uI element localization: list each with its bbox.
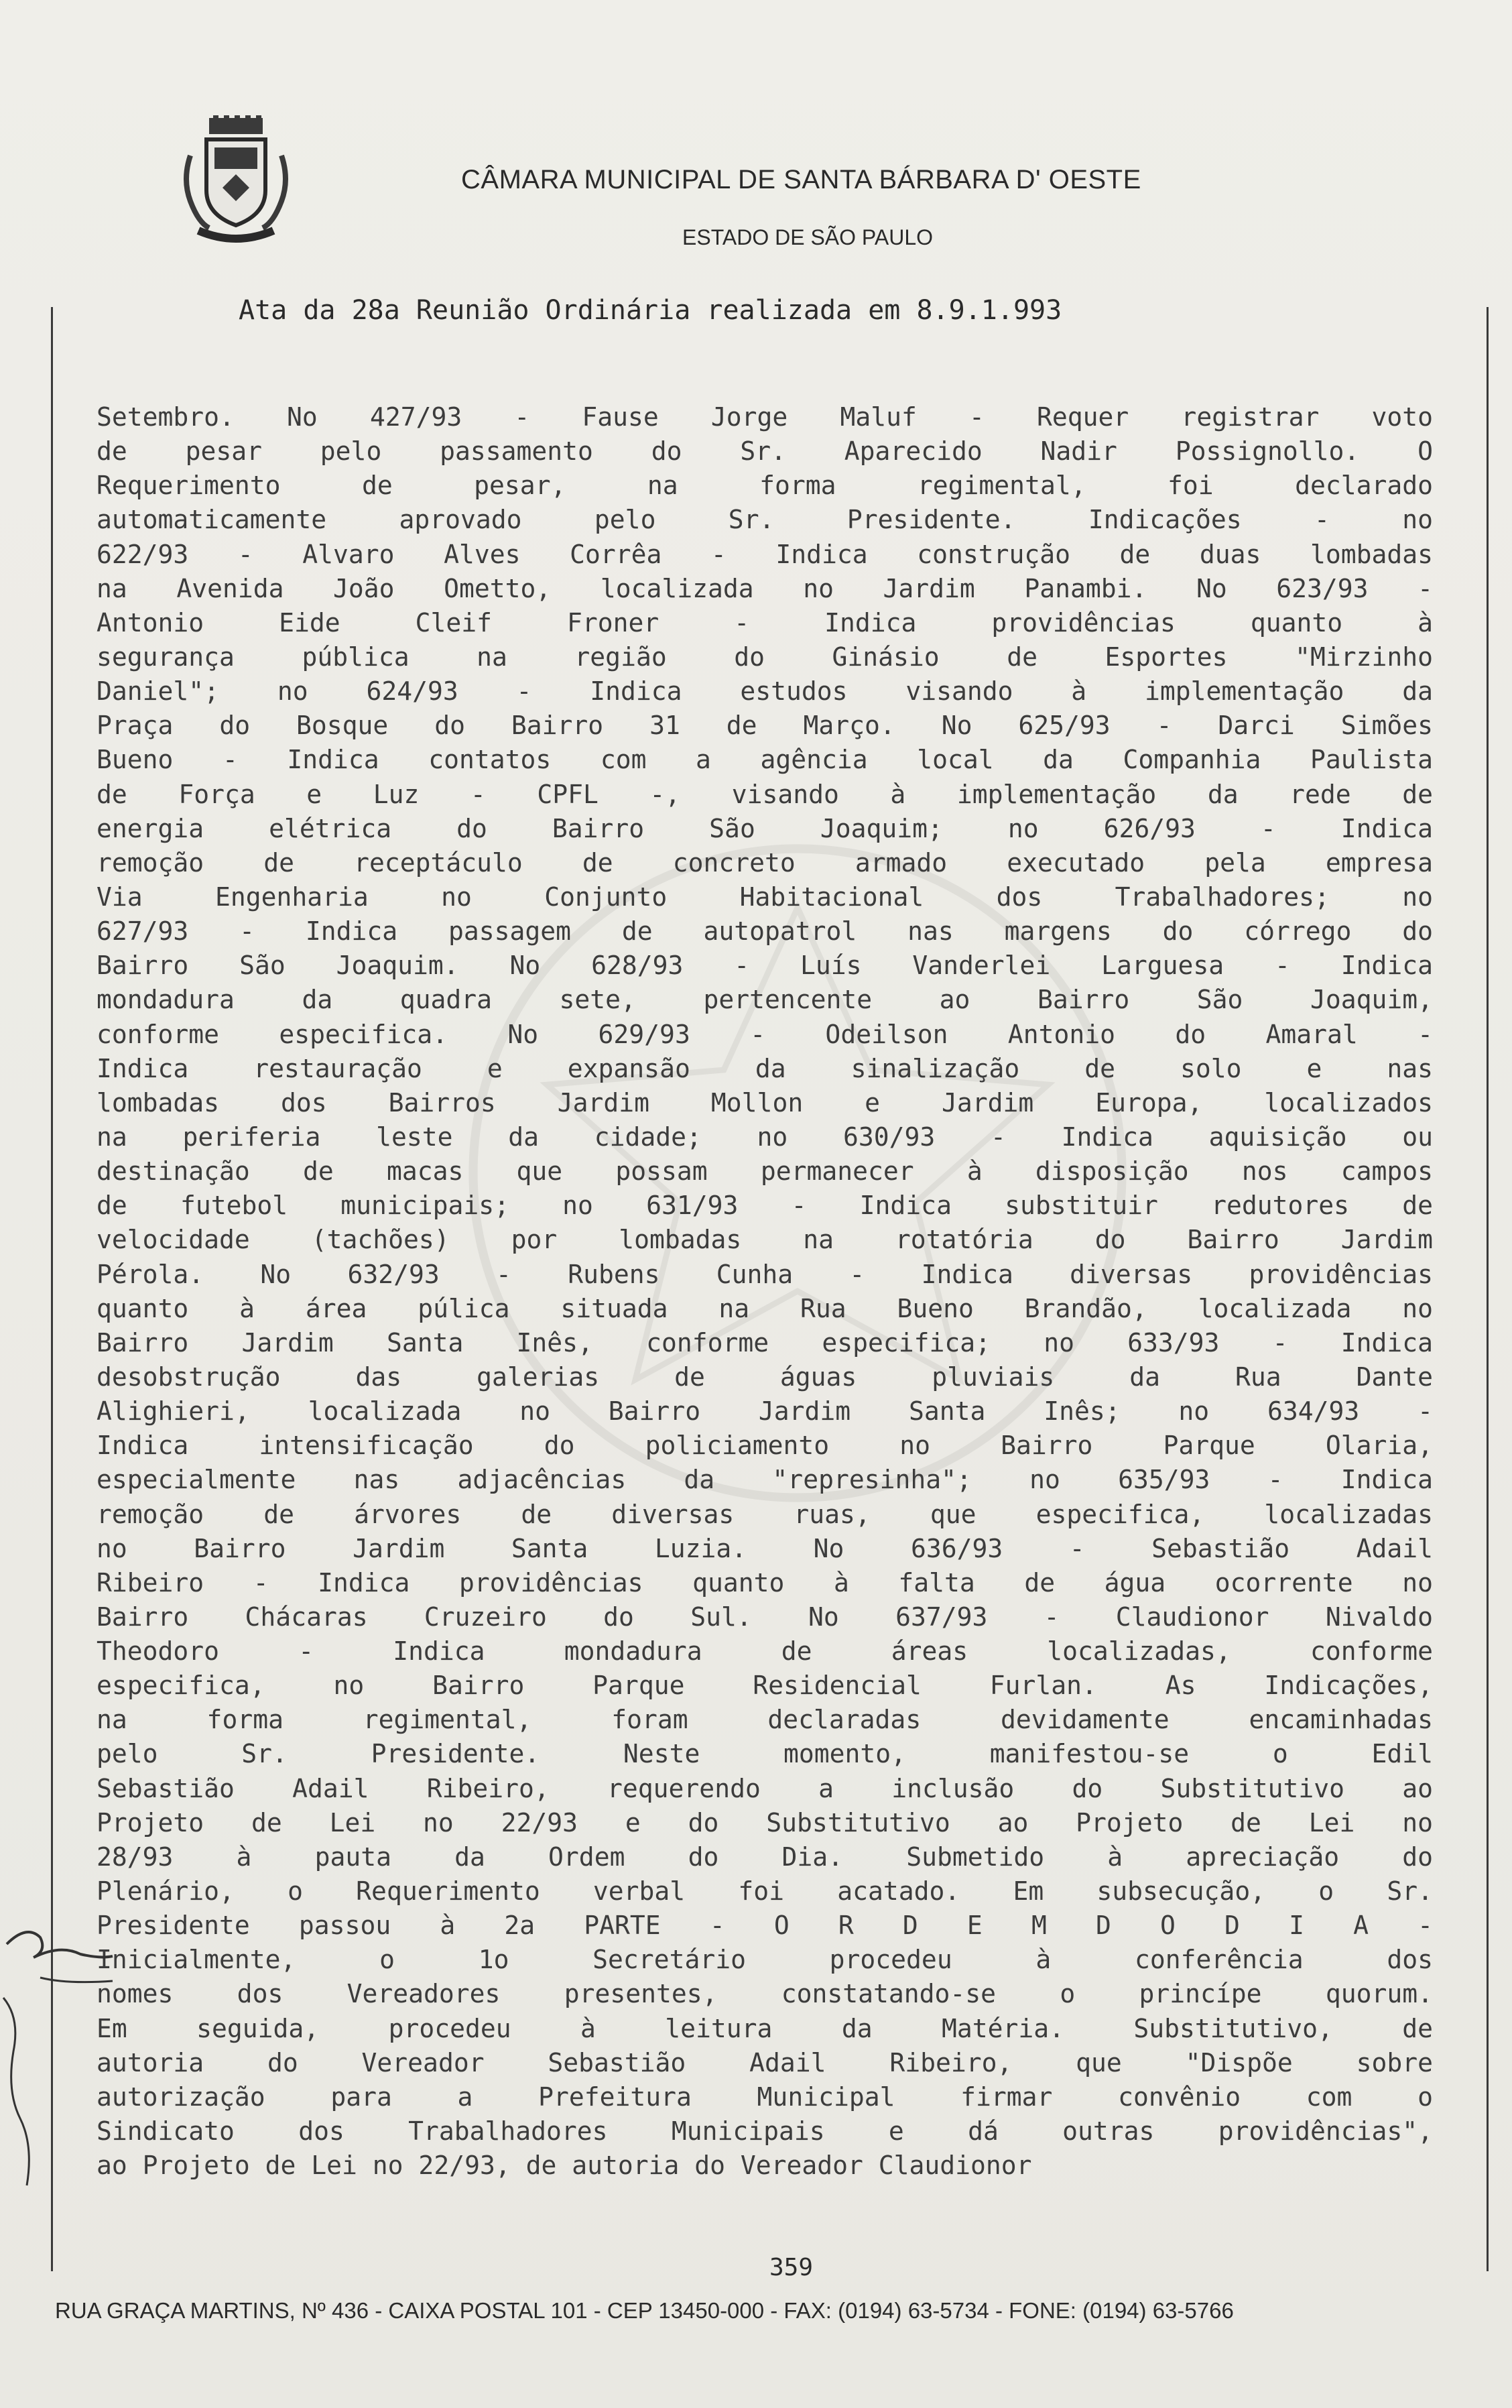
- body-line: Ribeiro - Indica providências quanto à falta de água ocorrente no: [97, 1567, 1433, 1598]
- body-line: Presidente passou à 2a PARTE - O R D E M D O D I A -: [97, 1911, 1433, 1941]
- body-line: de Força e Luz - CPFL -, visando à implementação da rede de: [97, 779, 1433, 809]
- body-line: pelo Sr. Presidente. Neste momento, manifestou-se o Edil: [97, 1739, 1433, 1769]
- handwritten-signature-icon: [0, 1917, 114, 2206]
- body-line: Pérola. No 632/93 - Rubens Cunha - Indica diversas providências: [97, 1259, 1433, 1289]
- body-line: desobstrução das galerias de águas pluviais da Rua Dante: [97, 1362, 1433, 1392]
- body-line: Em seguida, procedeu à leitura da Matéria. Substitutivo, de: [97, 2013, 1433, 2043]
- body-line: energia elétrica do Bairro São Joaquim; no 626/93 - Indica: [97, 813, 1433, 843]
- body-line: automaticamente aprovado pelo Sr. Presidente. Indicações - no: [97, 505, 1433, 535]
- body-line: na Avenida João Ometto, localizada no Jardim Panambi. No 623/93 -: [97, 573, 1433, 603]
- minutes-title: Ata da 28a Reunião Ordinária realizada em 8.9.1.993: [239, 295, 1062, 326]
- body-line: autorização para a Prefeitura Municipal firmar convênio com o: [97, 2082, 1433, 2112]
- body-line: 622/93 - Alvaro Alves Corrêa - Indica construção de duas lombadas: [97, 539, 1433, 569]
- body-line: Bairro Chácaras Cruzeiro do Sul. No 637/93 - Claudionor Nivaldo: [97, 1602, 1433, 1632]
- body-line: velocidade (tachões) por lombadas na rotatória do Bairro Jardim: [97, 1225, 1433, 1255]
- state-name: ESTADO DE SÃO PAULO: [682, 225, 934, 249]
- body-line: remoção de árvores de diversas ruas, que especifica, localizadas: [97, 1499, 1433, 1529]
- body-line: Requerimento de pesar, na forma regimental, foi declarado: [97, 471, 1433, 501]
- body-line: especifica, no Bairro Parque Residencial Furlan. As Indicações,: [97, 1671, 1433, 1701]
- body-line: Plenário, o Requerimento verbal foi acatado. Em subsecução, o Sr.: [97, 1876, 1433, 1907]
- body-line: Inicialmente, o 1o Secretário procedeu à conferência dos: [97, 1945, 1433, 1975]
- body-line: Indica intensificação do policiamento no Bairro Parque Olaria,: [97, 1431, 1433, 1461]
- body-line: especialmente nas adjacências da "represinha"; no 635/93 - Indica: [97, 1465, 1433, 1495]
- municipal-coat-of-arms-icon: [180, 115, 292, 249]
- body-line: quanto à área púlica situada na Rua Bueno Brandão, localizada no: [97, 1293, 1433, 1323]
- body-line: lombadas dos Bairros Jardim Mollon e Jardim Europa, localizados: [97, 1087, 1433, 1118]
- body-line: na periferia leste da cidade; no 630/93 - Indica aquisição ou: [97, 1122, 1433, 1152]
- body-line: segurança pública na região do Ginásio de Esportes "Mirzinho: [97, 642, 1433, 672]
- footer-address: RUA GRAÇA MARTINS, Nº 436 - CAIXA POSTAL 101 - CEP 13450-000 - FAX: (0194) 63-5734 - FONE: (0194) 63-5766: [55, 2298, 1234, 2323]
- body-line: 627/93 - Indica passagem de autopatrol nas margens do córrego do: [97, 916, 1433, 947]
- body-line: no Bairro Jardim Santa Luzia. No 636/93 - Sebastião Adail: [97, 1533, 1433, 1563]
- body-line: Sindicato dos Trabalhadores Municipais e dá outras providências",: [97, 2116, 1433, 2147]
- body-line: autoria do Vereador Sebastião Adail Ribeiro, que "Dispõe sobre: [97, 2047, 1433, 2078]
- body-line: de futebol municipais; no 631/93 - Indica substituir redutores de: [97, 1191, 1433, 1221]
- body-line: Via Engenharia no Conjunto Habitacional dos Trabalhadores; no: [97, 882, 1433, 912]
- body-line: Sebastião Adail Ribeiro, requerendo a inclusão do Substitutivo ao: [97, 1773, 1433, 1803]
- right-margin-rule: [1487, 307, 1489, 2271]
- body-line: Setembro. No 427/93 - Fause Jorge Maluf - Requer registrar voto: [97, 402, 1433, 432]
- minutes-body: [97, 400, 1433, 2183]
- body-line: ao Projeto de Lei no 22/93, de autoria do Vereador Claudionor: [97, 2151, 1032, 2181]
- body-line: remoção de receptáculo de concreto armado executado pela empresa: [97, 847, 1433, 878]
- body-line: Bairro Jardim Santa Inês, conforme especifica; no 633/93 - Indica: [97, 1327, 1433, 1358]
- body-line: destinação de macas que possam permanecer à disposição nos campos: [97, 1156, 1433, 1187]
- body-line: 28/93 à pauta da Ordem do Dia. Submetido à apreciação do: [97, 1842, 1433, 1872]
- institution-name: CÂMARA MUNICIPAL DE SANTA BÁRBARA D' OESTE: [461, 165, 1141, 194]
- page-number: 359: [769, 2254, 814, 2281]
- body-line: nomes dos Vereadores presentes, constatando-se o princípe quorum.: [97, 1979, 1433, 2009]
- body-line: conforme especifica. No 629/93 - Odeilson Antonio do Amaral -: [97, 1019, 1433, 1049]
- body-line: Alighieri, localizada no Bairro Jardim Santa Inês; no 634/93 -: [97, 1396, 1433, 1427]
- body-line: na forma regimental, foram declaradas devidamente encaminhadas: [97, 1705, 1433, 1735]
- body-line: Bairro São Joaquim. No 628/93 - Luís Vanderlei Larguesa - Indica: [97, 951, 1433, 981]
- body-line: de pesar pelo passamento do Sr. Aparecido Nadir Possignollo. O: [97, 436, 1433, 467]
- body-line: Projeto de Lei no 22/93 e do Substitutivo ao Projeto de Lei no: [97, 1807, 1433, 1838]
- body-line: Indica restauração e expansão da sinalização de solo e nas: [97, 1053, 1433, 1083]
- body-line: Theodoro - Indica mondadura de áreas localizadas, conforme: [97, 1636, 1433, 1667]
- body-line: Bueno - Indica contatos com a agência local da Companhia Paulista: [97, 745, 1433, 775]
- body-line: mondadura da quadra sete, pertencente ao Bairro São Joaquim,: [97, 985, 1433, 1015]
- body-line: Praça do Bosque do Bairro 31 de Março. No 625/93 - Darci Simões: [97, 711, 1433, 741]
- body-line: Daniel"; no 624/93 - Indica estudos visando à implementação da: [97, 676, 1433, 707]
- body-line: Antonio Eide Cleif Froner - Indica providências quanto à: [97, 607, 1433, 638]
